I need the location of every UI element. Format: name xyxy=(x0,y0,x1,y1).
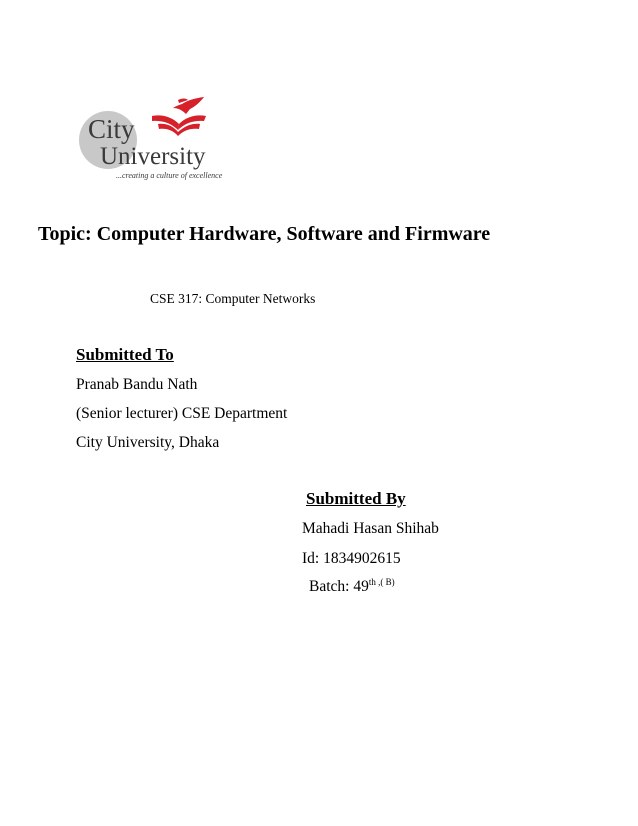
submitted-by-name: Mahadi Hasan Shihab xyxy=(302,520,439,537)
submitted-to-institution: City University, Dhaka xyxy=(76,434,220,451)
logo-city-text: City xyxy=(88,114,135,144)
logo-bird-emblem xyxy=(152,97,206,136)
city-university-logo xyxy=(78,94,228,182)
topic-title: Topic: Computer Hardware, Software and Firmware xyxy=(38,223,491,245)
batch-label: Batch: 49 xyxy=(309,578,369,595)
logo-university-text: University xyxy=(100,143,206,170)
batch-superscript: th ,( B) xyxy=(368,577,395,587)
course-name: CSE 317: Computer Networks xyxy=(150,291,316,306)
submitted-to-heading: Submitted To xyxy=(76,345,174,364)
logo-tagline-text: ...creating a culture of excellence xyxy=(116,171,223,180)
submitted-by-heading: Submitted By xyxy=(306,489,406,508)
submitted-to-position: (Senior lecturer) CSE Department xyxy=(76,405,288,422)
submitted-to-name: Pranab Bandu Nath xyxy=(76,376,198,393)
submitted-by-batch xyxy=(309,578,395,596)
submitted-by-id: Id: 1834902615 xyxy=(302,550,401,567)
